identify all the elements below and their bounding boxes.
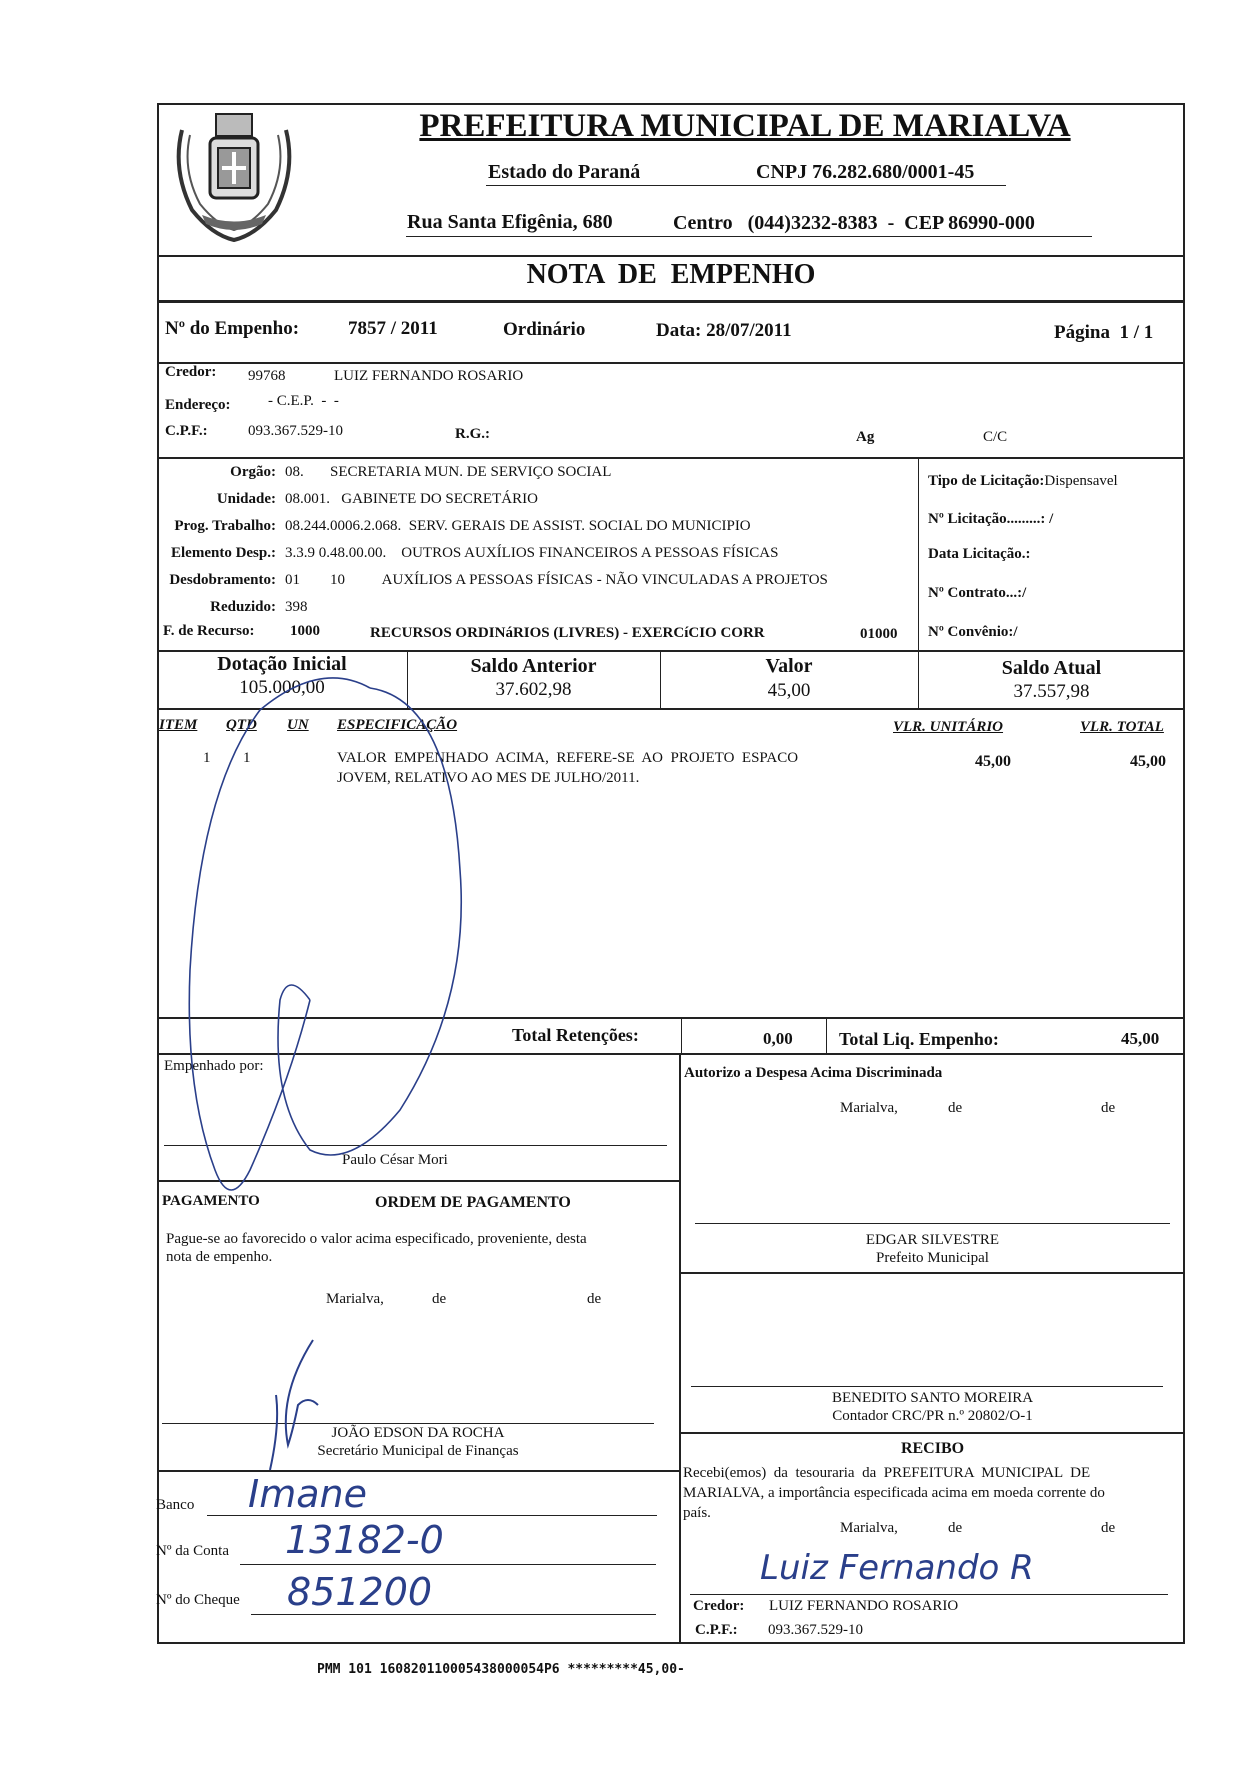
dotacao-inicial-label: Dotação Inicial <box>217 653 347 675</box>
autorizo-signer: EDGAR SILVESTRE <box>865 1232 1000 1248</box>
cheque-label: Nº do Cheque <box>156 1592 240 1608</box>
banco-label: Banco <box>156 1497 195 1513</box>
conta-line <box>240 1564 656 1565</box>
header-underline-1 <box>486 185 1006 186</box>
handwritten-initials <box>258 1335 338 1475</box>
ordem-pagamento-title: ORDEM DE PAGAMENTO <box>375 1194 571 1211</box>
title-divider <box>157 300 1185 303</box>
recibo-text-3: país. <box>683 1505 711 1521</box>
valor-value: 45,00 <box>767 680 811 701</box>
liq-empenho-label: Total Liq. Empenho: <box>839 1029 999 1049</box>
licitacao-data: Data Licitação.: <box>928 546 1031 562</box>
page-number: Página 1 / 1 <box>1054 322 1154 343</box>
contador-sign-line <box>691 1386 1163 1387</box>
state-name: Estado do Paraná <box>488 161 641 183</box>
credor-label: Credor: <box>165 364 217 380</box>
autorizo-de2: de <box>1101 1100 1116 1116</box>
endereco-label: Endereço: <box>165 397 231 413</box>
col-vlr-unitario: VLR. UNITÁRIO <box>893 719 1004 735</box>
totals-divider-2 <box>826 1017 827 1053</box>
empenho-date: Data: 28/07/2011 <box>656 320 792 341</box>
address: Rua Santa Efigênia, 680 <box>407 211 613 233</box>
empenho-number: 7857 / 2011 <box>348 318 438 339</box>
col-item: ITEM <box>159 717 198 733</box>
reduzido-value: 398 <box>285 599 308 615</box>
recurso-desc: RECURSOS ORDINáRIOS (LIVRES) - EXERCíCIO CORR <box>370 625 765 641</box>
dotacao-inicial-value: 105.000,00 <box>239 677 325 698</box>
cheque-line <box>251 1614 656 1615</box>
classificacao-divider <box>157 650 1185 652</box>
pagamento-sign-line <box>162 1423 654 1424</box>
handwritten-scribble <box>170 670 490 1210</box>
conta-value: 13182-0 <box>285 1518 444 1562</box>
saldo-anterior-value: 37.602,98 <box>495 679 572 700</box>
liq-empenho-value: 45,00 <box>1121 1029 1160 1048</box>
lower-vertical-divider <box>679 1053 681 1644</box>
elemento-value: 3.3.9 0.48.00.00. OUTROS AUXÍLIOS FINANCEIROS A PESSOAS FÍSICAS <box>285 545 779 561</box>
recibo-title: RECIBO <box>900 1440 965 1457</box>
empenho-divider <box>157 362 1185 364</box>
cheque-value: 851200 <box>287 1570 433 1614</box>
licitacao-convenio: Nº Convênio:/ <box>928 624 1018 640</box>
orgao-value: 08. SECRETARIA MUN. DE SERVIÇO SOCIAL <box>285 464 612 480</box>
recibo-cpf-value: 093.367.529-10 <box>768 1622 863 1638</box>
recibo-place: Marialva, <box>840 1520 898 1536</box>
account-label: C/C <box>983 429 1008 445</box>
retencoes-value: 0,00 <box>763 1029 793 1048</box>
cpf-value: 093.367.529-10 <box>248 423 343 439</box>
cnpj: CNPJ 76.282.680/0001-45 <box>756 161 975 183</box>
header-underline-2 <box>406 236 1092 237</box>
recibo-signature: Luiz Fernando R <box>760 1548 1034 1588</box>
agency-label: Ag <box>856 429 875 445</box>
pagamento-de2: de <box>587 1291 602 1307</box>
footer-code: PMM 101 160820110005438000054P6 *********45,00- <box>317 1662 685 1677</box>
orgao-label: Orgão: <box>230 464 276 480</box>
saldo-atual-value: 37.557,98 <box>1013 681 1090 702</box>
pagamento-text-2: nota de empenho. <box>166 1249 273 1265</box>
recibo-de2: de <box>1101 1520 1116 1536</box>
pagamento-place: Marialva, <box>326 1291 384 1307</box>
empenho-type: Ordinário <box>503 319 586 340</box>
pagamento-divider <box>157 1470 679 1472</box>
recibo-sign-line <box>690 1594 1168 1595</box>
contador-role: Contador CRC/PR n.º 20802/O-1 <box>832 1408 1033 1424</box>
recibo-cpf-label: C.P.F.: <box>695 1622 738 1638</box>
recibo-text-1: Recebi(emos) da tesouraria da PREFEITURA MUNICIPAL DE <box>683 1465 1091 1481</box>
district-phone-cep: Centro (044)3232-8383 - CEP 86990-000 <box>673 212 1035 234</box>
document-title: NOTA DE EMPENHO <box>526 259 816 290</box>
cpf-label: C.P.F.: <box>165 423 208 439</box>
rg-label: R.G.: <box>455 426 490 442</box>
classificacao-values <box>285 464 915 626</box>
recurso-code: 1000 <box>290 623 320 639</box>
licitacao-tipo-value: Dispensavel <box>1044 473 1118 489</box>
col-vlr-total: VLR. TOTAL <box>1080 719 1164 735</box>
col-qtd: QTD <box>226 717 257 733</box>
empenhado-label: Empenhado por: <box>164 1058 264 1074</box>
saldo-anterior-label: Saldo Anterior <box>470 655 597 677</box>
autorizo-role: Prefeito Municipal <box>876 1250 989 1266</box>
unidade-value: 08.001. GABINETE DO SECRETÁRIO <box>285 491 538 507</box>
autorizo-divider <box>679 1272 1185 1274</box>
licitacao-tipo <box>928 473 1118 490</box>
item-espec-line1: VALOR EMPENHADO ACIMA, REFERE-SE AO PROJETO ESPACO <box>337 750 799 766</box>
licitacao-divider <box>918 457 919 650</box>
pagamento-de1: de <box>432 1291 447 1307</box>
prog-trabalho-label: Prog. Trabalho: <box>174 518 276 534</box>
item-vlr-total: 45,00 <box>1130 753 1166 770</box>
pagamento-text-1: Pague-se ao favorecido o valor acima especificado, proveniente, desta <box>166 1231 587 1247</box>
credor-name: LUIZ FERNANDO ROSARIO <box>334 368 524 384</box>
elemento-label: Elemento Desp.: <box>171 545 276 561</box>
conta-label: Nº da Conta <box>156 1543 229 1559</box>
pagamento-role: Secretário Municipal de Finanças <box>317 1443 519 1459</box>
banco-line <box>207 1515 657 1516</box>
recibo-text-2: MARIALVA, a importância especificada acima em moeda corrente do <box>683 1485 1105 1501</box>
desdobramento-value: 01 10 AUXÍLIOS A PESSOAS FÍSICAS - NÃO VINCULADAS A PROJETOS <box>285 572 828 588</box>
recibo-credor-value: LUIZ FERNANDO ROSARIO <box>769 1598 959 1614</box>
retencoes-label: Total Retenções: <box>512 1025 639 1045</box>
totals-divider-1 <box>681 1017 682 1053</box>
empenhado-signer: Paulo César Mori <box>342 1152 448 1168</box>
contador-signer: BENEDITO SANTO MOREIRA <box>831 1390 1034 1406</box>
recibo-credor-label: Credor: <box>693 1598 745 1614</box>
licitacao-numero: Nº Licitação.........: / <box>928 511 1054 527</box>
reduzido-label: Reduzido: <box>210 599 276 615</box>
recurso-label: F. de Recurso: <box>163 623 255 639</box>
recibo-de1: de <box>948 1520 963 1536</box>
item-number: 1 <box>203 750 211 766</box>
col-especificacao: ESPECIFICAÇÃO <box>337 717 458 733</box>
banco-value: Imane <box>248 1472 367 1516</box>
header-divider <box>157 255 1185 257</box>
item-qtd: 1 <box>243 750 251 766</box>
prog-trabalho-value: 08.244.0006.2.068. SERV. GERAIS DE ASSIST. SOCIAL DO MUNICIPIO <box>285 518 751 534</box>
col-un: UN <box>287 717 309 733</box>
pagamento-signer: JOÃO EDSON DA ROCHA <box>331 1425 505 1441</box>
endereco-value: - C.E.P. - - <box>268 393 339 409</box>
municipality-title: PREFEITURA MUNICIPAL DE MARIALVA <box>419 108 1071 144</box>
item-vlr-unitario: 45,00 <box>975 753 1011 770</box>
unidade-label: Unidade: <box>216 491 276 507</box>
desdobramento-label: Desdobramento: <box>169 572 276 588</box>
licitacao-contrato: Nº Contrato...:/ <box>928 585 1027 601</box>
recurso-code2: 01000 <box>860 626 898 642</box>
autorizo-label: Autorizo a Despesa Acima Discriminada <box>684 1065 943 1081</box>
saldo-atual-label: Saldo Atual <box>1001 657 1102 679</box>
classificacao-labels <box>160 464 276 626</box>
autorizo-de1: de <box>948 1100 963 1116</box>
licitacao-tipo-label: Tipo de Licitação: <box>928 473 1045 489</box>
item-espec-line2: JOVEM, RELATIVO AO MES DE JULHO/2011. <box>337 770 640 786</box>
empenho-label: Nº do Empenho: <box>165 318 300 339</box>
autorizo-place: Marialva, <box>840 1100 898 1116</box>
credor-divider <box>157 457 1185 459</box>
autorizo-sign-line <box>695 1223 1170 1224</box>
pagamento-label: PAGAMENTO <box>162 1193 260 1209</box>
valor-label: Valor <box>765 655 813 677</box>
credor-code: 99768 <box>248 368 286 384</box>
crest-emblem <box>162 100 306 246</box>
contador-divider <box>679 1432 1185 1434</box>
